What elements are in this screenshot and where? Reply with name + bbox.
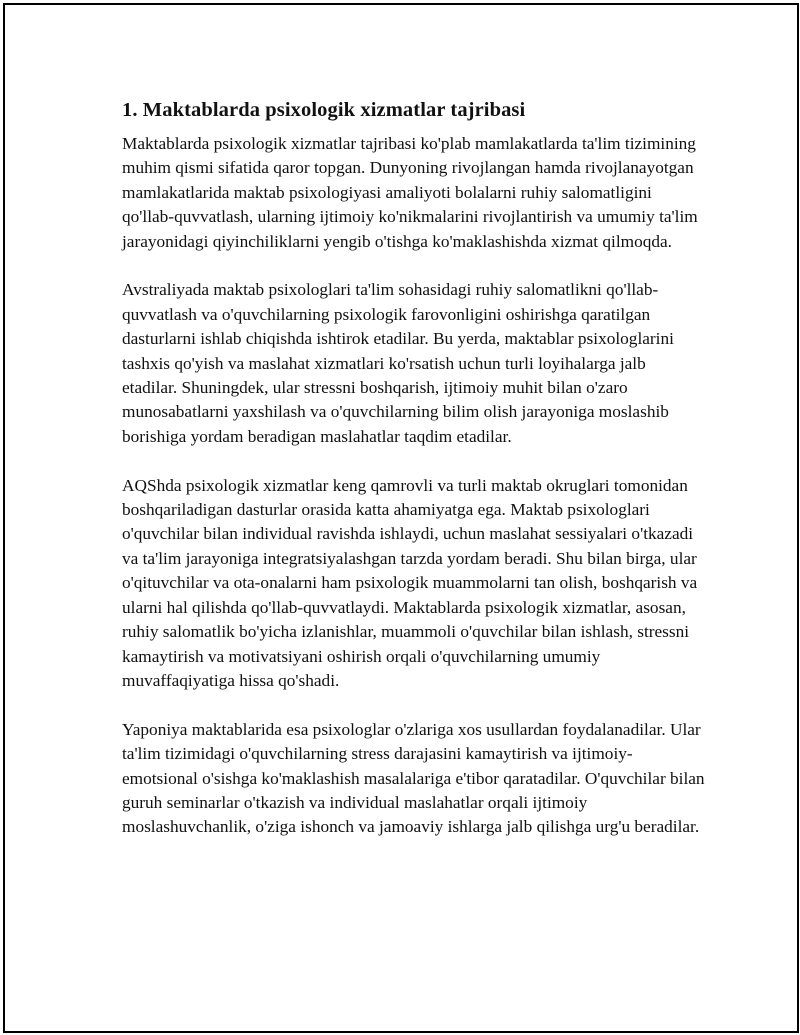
document-body	[120, 97, 705, 864]
paragraph-japan: Yaponiya maktablarida esa psixologlar o'zlariga xos usullardan foydalanadilar. Ular ta'lim tizimidagi o'quvchilarning stress darajasini kamaytirish va ijtimoiy-emotsional o'sishga ko'maklashish masalalariga e'tibor qaratadilar. O'quvchilar bilan guruh seminarlar o'tkazish va individual maslahatlar orqali ijtimoiy moslashuvchanlik, o'ziga ishonch va jamoaviy ishlarga jalb qilishga urg'u beradilar.	[122, 719, 705, 837]
paragraph-usa: AQShda psixologik xizmatlar keng qamrovli va turli maktab okruglari tomonidan boshqariladigan dasturlar orasida katta ahamiyatga ega. Maktab psixologlari o'quvchilar bilan individual ravishda ishlaydi, uchun maslahat sessiyalari o'tkazadi va ta'lim jarayoniga integratsiyalashgan tarzda yordam beradi. Shu bilan birga, ular o'qituvchilar va ota-onalarni ham psixologik muammolarni tan olish, boshqarish va ularni hal qilishda qo'llab-quvvatlaydi. Maktablarda psixologik xizmatlar, asosan, ruhiy salomatlik bo'yicha izlanishlar, muammoli o'quvchilar bilan ishlash, stressni kamaytirish va motivatsiyani oshirish orqali o'quvchilarning umumiy muvaffaqiyatiga hissa qo'shadi.	[122, 475, 698, 690]
page-frame	[3, 3, 799, 1033]
paragraph-australia: Avstraliyada maktab psixologlari ta'lim sohasidagi ruhiy salomatlikni qo'llab-quvvatlash va o'quvchilarning psixologik farovonligini oshirishga qaratilgan dasturlarni ishlab chiqishda ishtirok etadilar. Bu yerda, maktablar psixologlarini tashxis qo'yish va maslahat xizmatlari ko'rsatish uchun turli loyihalarga jalb etadilar. Shuningdek, ular stressni boshqarish, ijtimoiy muhit bilan o'zaro munosabatlarni yaxshilash va o'quvchilarning bilim olish jarayoniga moslashib borishiga yordam beradigan maslahatlar taqdim etadilar.	[122, 280, 674, 446]
section-heading: 1. Maktablarda psixologik xizmatlar tajribasi	[122, 99, 526, 121]
paragraph-intro: Maktablarda psixologik xizmatlar tajribasi ko'plab mamlakatlarda ta'lim tizimining muhim qismi sifatida qaror topgan. Dunyoning rivojlangan hamda rivojlanayotgan mamlakatlarida maktab psixologiyasi amaliyoti bolalarni ruhiy salomatligini qo'llab-quvvatlash, ularning ijtimoiy ko'nikmalarini rivojlantirish va umumiy ta'lim jarayonidagi qiyinchiliklarni yengib o'tishga ko'maklashishda xizmat qilmoqda.	[122, 134, 698, 251]
